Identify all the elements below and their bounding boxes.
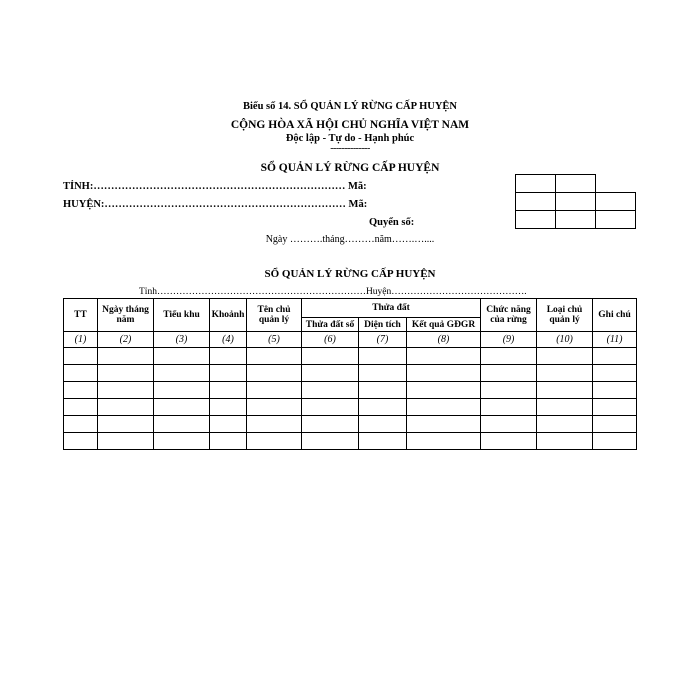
table-cell (64, 433, 98, 450)
table-cell (302, 348, 359, 365)
header-parcel-number: Thửa đất số (302, 318, 359, 332)
province-field (63, 181, 367, 192)
table-row (64, 382, 637, 399)
location-line: Tỉnh…………………………………………………………Huyện……………………………………. (139, 287, 527, 297)
table-cell (407, 348, 481, 365)
table-cell (98, 348, 154, 365)
table-cell (154, 399, 210, 416)
table-cell (98, 382, 154, 399)
country-name: CỘNG HÒA XÃ HỘI CHỦ NGHĨA VIỆT NAM (230, 119, 470, 131)
column-number: (3) (154, 332, 210, 348)
table-cell (210, 433, 247, 450)
header-area: Diện tích (359, 318, 407, 332)
table-cell (359, 365, 407, 382)
table-cell (593, 382, 637, 399)
table-cell (407, 416, 481, 433)
table-cell (154, 433, 210, 450)
header-allocation-result: Kết quả GĐGR (407, 318, 481, 332)
table-row (64, 433, 637, 450)
table-cell (302, 365, 359, 382)
table-cell (593, 433, 637, 450)
table-cell (154, 348, 210, 365)
section-title: SỔ QUẢN LÝ RỪNG CẤP HUYỆN (264, 268, 436, 280)
table-cell (407, 399, 481, 416)
table-cell (593, 348, 637, 365)
table-cell (98, 365, 154, 382)
column-number: (10) (537, 332, 593, 348)
district-label: HUYỆN:…………………………………………………………… Mã: (63, 199, 368, 210)
table-row (64, 365, 637, 382)
table-cell (537, 348, 593, 365)
table-cell (537, 399, 593, 416)
header-owner-type: Loại chủ quản lý (537, 299, 593, 332)
district-field (63, 199, 367, 210)
table-cell (98, 433, 154, 450)
column-number: (8) (407, 332, 481, 348)
column-number: (9) (481, 332, 537, 348)
table-cell (64, 382, 98, 399)
column-number-row (64, 332, 637, 348)
table-cell (210, 399, 247, 416)
column-number: (5) (247, 332, 302, 348)
table-cell (247, 348, 302, 365)
table-cell (64, 399, 98, 416)
table-cell (64, 416, 98, 433)
date-line: Ngày ……….tháng………năm…….….... (265, 234, 435, 245)
header-land-parcel: Thửa đất (302, 299, 481, 318)
table-row (64, 348, 637, 365)
column-number: (1) (64, 332, 98, 348)
table-cell (247, 416, 302, 433)
table-cell (302, 382, 359, 399)
district-code-box (516, 193, 636, 211)
book-title: SỔ QUẢN LÝ RỪNG CẤP HUYỆN (260, 162, 440, 174)
table-cell (407, 382, 481, 399)
table-cell (210, 382, 247, 399)
header-plot: Khoảnh (210, 299, 247, 332)
table-cell (302, 399, 359, 416)
header-owner-name: Tên chủ quản lý (247, 299, 302, 332)
column-number: (7) (359, 332, 407, 348)
table-cell (537, 416, 593, 433)
table-cell (154, 416, 210, 433)
table-cell (359, 348, 407, 365)
table-cell (359, 416, 407, 433)
table-cell (537, 365, 593, 382)
volume-code-box (516, 211, 636, 229)
motto-underline: -------------- (330, 143, 370, 154)
table-cell (98, 399, 154, 416)
table-cell (407, 365, 481, 382)
table-cell (481, 348, 537, 365)
table-cell (64, 348, 98, 365)
column-number: (11) (593, 332, 637, 348)
table-cell (359, 399, 407, 416)
table-cell (247, 365, 302, 382)
table-cell (247, 433, 302, 450)
table-cell (481, 416, 537, 433)
table-cell (98, 416, 154, 433)
table-cell (593, 365, 637, 382)
table-cell (593, 399, 637, 416)
table-cell (210, 365, 247, 382)
table-cell (481, 433, 537, 450)
forest-ledger-table (63, 298, 637, 450)
table-cell (359, 433, 407, 450)
table-row (64, 416, 637, 433)
volume-number-label: Quyển số: (369, 217, 415, 228)
table-cell (407, 433, 481, 450)
table-row (64, 399, 637, 416)
form-title: Biểu số 14. SỔ QUẢN LÝ RỪNG CẤP HUYỆN (243, 101, 457, 112)
province-code-box (516, 175, 596, 193)
province-label: TỈNH:……………………………………………………………… Mã: (63, 181, 367, 192)
table-cell (481, 365, 537, 382)
header-tt: TT (64, 299, 98, 332)
header-sub-area: Tiểu khu (154, 299, 210, 332)
column-number: (2) (98, 332, 154, 348)
table-cell (593, 416, 637, 433)
table-cell (302, 433, 359, 450)
table-cell (64, 365, 98, 382)
table-cell (247, 382, 302, 399)
table-cell (210, 416, 247, 433)
header-notes: Ghi chú (593, 299, 637, 332)
table-cell (481, 382, 537, 399)
table-cell (210, 348, 247, 365)
table-cell (537, 433, 593, 450)
column-number: (4) (210, 332, 247, 348)
header-date: Ngày tháng năm (98, 299, 154, 332)
table-cell (481, 399, 537, 416)
table-cell (302, 416, 359, 433)
table-cell (247, 399, 302, 416)
motto: Độc lập - Tự do - Hạnh phúc (285, 133, 415, 144)
table-cell (537, 382, 593, 399)
table-cell (359, 382, 407, 399)
column-number: (6) (302, 332, 359, 348)
header-forest-function: Chức năng của rừng (481, 299, 537, 332)
table-cell (154, 365, 210, 382)
table-cell (154, 382, 210, 399)
